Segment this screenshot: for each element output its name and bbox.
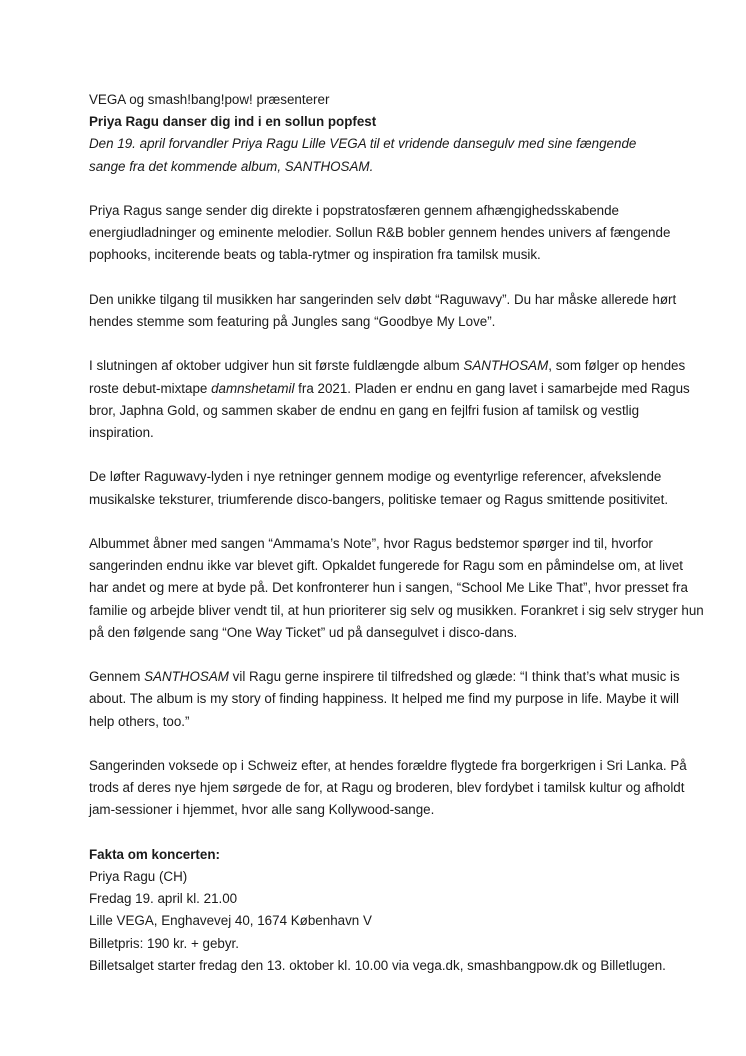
paragraph-tracks: Albummet åbner med sangen “Ammama’s Note”, hvor Ragus bedstemor spørger ind til, hvorfor sangerinden endnu ikke var blevet gift. Opkaldet fungerede for Ragu som en påmindelse om, at livet har andet og mere at byde på. Det konfronterer hun i sangen, “School Me Like That”, hvor presset fra familie og arbejde bliver vendt til, at hun prioriterer sig selv og musikken. Forankret i sig selv stryger hun på den følgende sang “One Way Ticket” ud på dansegulvet i disco-dans.: [89, 535, 704, 640]
paragraph-album-text-1: I slutningen af oktober udgiver hun sit første fuldlængde album: [89, 358, 464, 374]
paragraph-album-text-2: , som følger op hendes roste debut-mixtape: [89, 358, 686, 396]
paragraph-quote: [89, 666, 706, 733]
presenter-line: VEGA og smash!bang!pow! præsenterer: [89, 92, 330, 107]
paragraph-intro: Priya Ragus sange sender dig direkte i popstratosfæren gennem afhængighedsskabende energiudladninger og eminente melodier. Sollun R&B bobler gennem hendes univers af fængende pophooks, inciterende beats og tabla-rytmer og inspiration fra tamilsk musik.: [89, 203, 671, 263]
lede-line-1: Den 19. april forvandler Priya Ragu Lille VEGA til et vridende dansegulv med sine fængende: [89, 136, 637, 152]
facts-artist: Priya Ragu (CH): [89, 868, 188, 884]
album-title: SANTHOSAM: [463, 358, 549, 374]
lede-line-2: sange fra det kommende album, SANTHOSAM.: [89, 158, 374, 174]
paragraph-sound: De løfter Raguwavy-lyden i nye retninger gennem modige og eventyrlige referencer, afvekslende musikalske teksturer, triumferende disco-bangers, politiske temaer og Ragus smittende positivitet.: [89, 469, 669, 507]
mixtape-title: damnshetamil: [211, 380, 295, 396]
paragraph-quote-text-2: vil Ragu gerne inspirere til tilfredshed og glæde: “I think that’s what music is about. The album is my story of finding happiness. It helped me find my purpose in life. Maybe it will help others, too.”: [89, 669, 680, 729]
facts-date: Fredag 19. april kl. 21.00: [89, 891, 238, 907]
paragraph-raguwavy: Den unikke tilgang til musikken har sangerinden selv døbt “Raguwavy”. Du har måske allerede hørt hendes stemme som featuring på Jungles sang “Goodbye My Love”.: [89, 291, 677, 329]
paragraph-background: Sangerinden voksede op i Schweiz efter, at hendes forældre flygtede fra borgerkrigen i Sri Lanka. På trods af deres nye hjem sørgede de for, at Ragu og broderen, blev fordybet i tamilsk kultur og afholdt jam-sessioner i hjemmet, hvor alle sang Kollywood-sange.: [89, 757, 687, 818]
paragraph-album: [89, 355, 706, 444]
headline: Priya Ragu danser dig ind i en sollun popfest: [89, 114, 377, 130]
paragraph-album-text-3: fra 2021. Pladen er endnu en gang lavet i samarbejde med Ragus bror, Japhna Gold, og sammen skaber de endnu en gang en fejlfri fusion af tamilsk og vestlig inspiration.: [89, 380, 690, 440]
facts-sale: Billetsalget starter fredag den 13. oktober kl. 10.00 via vega.dk, smashbangpow.dk og Billetlugen.: [89, 957, 666, 973]
paragraph-quote-text-1: Gennem: [89, 669, 145, 685]
facts-price: Billetpris: 190 kr. + gebyr.: [89, 935, 239, 951]
facts-heading: Fakta om koncerten:: [89, 846, 220, 862]
album-title-2: SANTHOSAM: [144, 669, 229, 685]
lede: [89, 133, 706, 177]
facts-venue: Lille VEGA, Enghavevej 40, 1674 København V: [89, 913, 372, 929]
